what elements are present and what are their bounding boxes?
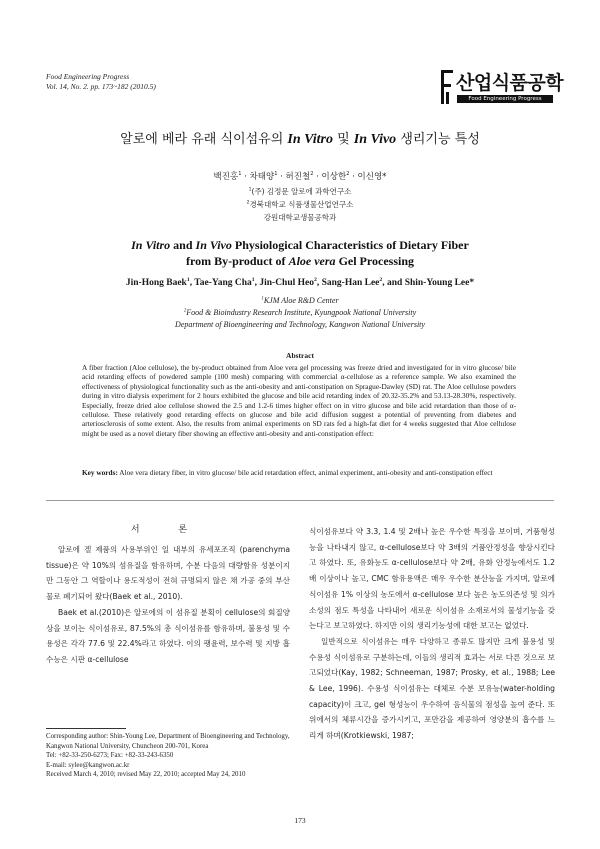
english-title: In Vitro and In Vivo Physiological Characteristics of Dietary Fiber from By-product of Aloe vera Gel Processing (131, 238, 469, 268)
footnote (46, 732, 292, 780)
journal-logo (441, 70, 564, 106)
korean-authors: 백진홍$^1$ · 차태양$^1$ · 허진철$^2$ · 이상한$^2$ · 이신영* (213, 171, 387, 182)
logo-korean-text: 산업식품공학 (456, 72, 564, 94)
korean-affiliation-3: 강원대학교생물공학과 (263, 213, 337, 222)
left-column (46, 542, 290, 668)
keywords-text: Aloe vera dietary fiber, in vitro glucose/ bile acid retardation effect, animal experiment, anti-obesity and anti-constipation effect (117, 468, 493, 477)
korean-title: 알로에 베라 유래 식이섬유의 In Vitro 및 In Vivo 생리기능 특성 (120, 132, 480, 147)
logo-english-text: Food Engineering Progress (457, 95, 553, 103)
journal-volume: Vol. 14, No. 2. pp. 173~182 (2010.5) (46, 81, 156, 91)
english-affiliation-3: Department of Bioengineering and Technology, Kangwon National University (175, 320, 425, 329)
paragraph: Baek et al.(2010)은 알로에의 이 섬유질 분획이 cellulose의 회질양상을 보이는 식이섬유로, 87.5%의 총 식이섬유를 함유하며, 불용성 및 수용성은 각각 77.6 및 22.4%라고 하였다. 이의 팽윤력, 보수력 및 지방 흡수능은 시판 α-cellulose (46, 607, 290, 664)
page-number: 173 (294, 816, 306, 825)
footnote-corresponding: Corresponding author: Shin-Young Lee, Department of Bioengineering and Technology, Kangwon National University, Chuncheon 200-701, Korea (46, 733, 290, 750)
footnote-tel: Tel: +82-33-250-6273; Fax: +82-33-243-6350 (46, 752, 174, 760)
paragraph: 식이섬유보다 약 3.3, 1.4 및 2배나 높은 우수한 특징을 보이며, 거품형성능을 나타내지 않고, α-cellulose보다 약 3배의 거품안정성을 향상시킨다고 하였다. 또, 유화능도 α-cellulose보다 약 2배, 유화 안정능에서도 1.2배 이상이나 높고, CMC 함유용액은 매우 우수한 분산능을 가지며, 알로에 식이섬유 1% 이상의 농도에서 α-cellulose 보다 높은 농도의존성 및 의가소성의 점도 특성을 나타내어 새로운 식이섬유 소재로서의 물성기능을 갖는다고 보고하였다. 하지만 이의 생리기능성에 대한 보고는 없었다. (309, 527, 555, 631)
english-affiliation-1: $^1$KJM Aloe R&D Center (261, 296, 339, 305)
abstract-divider (46, 500, 554, 501)
paragraph: 일반적으로 식이섬유는 매우 다양하고 종류도 많지만 크게 불용성 및 수용성 식이섬유로 구분하는데, 이들의 생리적 효과는 서로 다른 것으로 보고되었다(Kay, 1982; Schneeman, 1987; Prosky, et al., 1988; Lee & Lee, 1996). 수용성 식이섬유는 대체로 수분 보유능(water-holding capacity)이 크고, gel 형성능이 우수하여 음식물의 점성을 높여 준다. 또 위에서의 체류시간을 증가시키고, 포만감을 제공하여 영양분의 흡수를 느리게 하며(Krotkiewski, 1987; (309, 636, 555, 741)
right-column (309, 524, 555, 744)
logo-mark-icon (441, 70, 453, 104)
keywords (82, 468, 516, 477)
section-heading-introduction: 서 론 (130, 525, 206, 535)
korean-affiliation-1: $^1$(주) 김정문 알로에 과학연구소 (248, 187, 352, 196)
english-affiliation-2: $^2$Food & Bioindustry Research Institute, Kyungpook National University (183, 308, 417, 317)
footnote-received: Received March 4, 2010; revised May 22, 2010; accepted May 24, 2010 (46, 771, 246, 779)
abstract-heading: Abstract (286, 351, 314, 360)
journal-header (46, 72, 156, 91)
journal-name: Food Engineering Progress (46, 72, 130, 81)
keywords-label: Key words: (82, 468, 118, 477)
footnote-rule (46, 728, 126, 729)
english-authors: Jin-Hong Baek$^1$, Tae-Yang Cha$^1$, Jin-Chul Heo$^2$, Sang-Han Lee$^2$, and Shin-Young Lee* (125, 276, 475, 288)
footnote-email: E-mail: sylee@kangwon.ac.kr (46, 761, 130, 769)
korean-affiliation-2: $^2$경북대학교 식품생물산업연구소 (246, 200, 354, 209)
abstract-body: A fiber fraction (Aloe cellulose), the by-product obtained from Aloe vera gel processing was freeze dried and investigated for in vitro glucose/ bile acid retarding effects of powdered sample (100 mesh) comparing with commercial α-cellulose as a reference sample. We also examined the effectiveness of physiological functionality such as the anti-obesity and anti-constipation on Sprague-Dawley (SD) rat. The Aloe cellulose powders during in vitro dialysis experiment for 2 hours exhibited the glucose and bile acid retarding index of 20.32-35.2% and 53.13-28.30%, respectively. Especially, freeze dried aloe cellulose showed the 2.5 and 1.2-6 times higher effect on in vitro glucose and bile acid retardation than those of α-cellulose. These relatively good retarding effects on glucose and bile acid diffusion suggest a potential of preventing from diabetes and arteriosclerosis of some extent. Also, the results from animal experiments on SD rats fed a high-fat diet for 4 weeks suggested that Aloe cellulose might be used as a novel dietary fiber showing an effective anti-obesity and anti-constipation effect: (82, 363, 516, 438)
paragraph: 알로에 겔 제품의 사용부위인 일 내부의 유세포조직 (parenchyma tissue)은 약 10%의 섬유질을 함유하며, 수분 다음의 대량함유 성분이지만 그동안 그 역할이나 용도적성이 전혀 규명되지 않은 채 가공 중의 부산물로 폐기되어 왔다(Baek et al., 2010). (46, 545, 290, 602)
